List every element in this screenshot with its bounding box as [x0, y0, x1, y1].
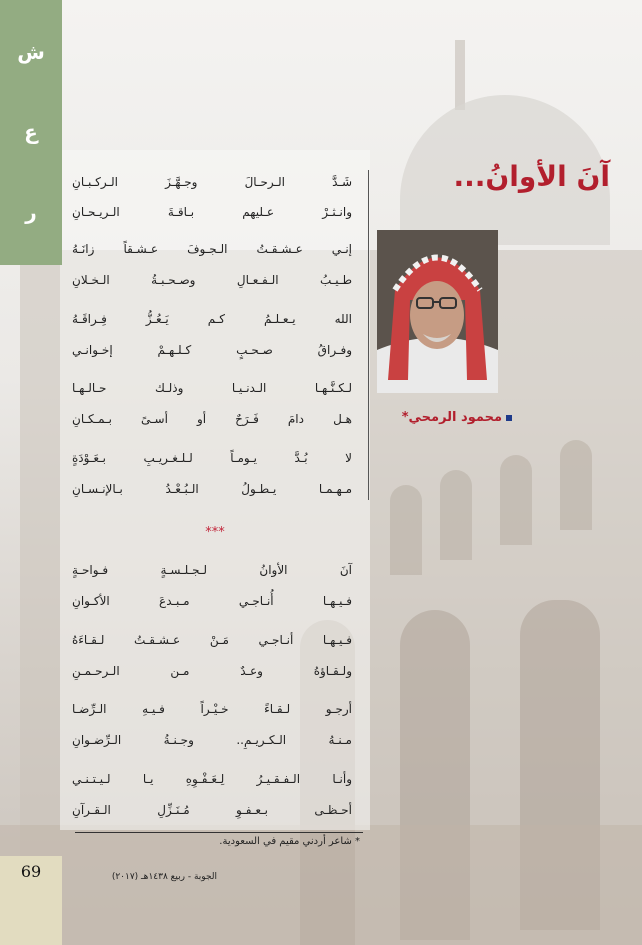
verse-line: لا بُـدَّ يـومـاً لـلـغـريـبِ بـعَـوْدَةٍ [72, 451, 352, 465]
author-name [402, 410, 512, 425]
verse-line: شَـدَّ الـرحـالَ وجـهَّـزَ الـركـبـانِ [72, 175, 352, 189]
author-portrait-illustration [377, 230, 498, 393]
verse-line: إنـي عـشـقـتُ الـجـوفَ عـشـقاً زانَـهُ [72, 242, 352, 256]
bullet-square [506, 415, 512, 421]
footnote: * شاعر أردني مقيم في السعودية. [219, 836, 360, 847]
author-name-text: محمود الرمحي* [401, 410, 502, 425]
verse-line: الله يـعـلـمُ كـم يَـعُـزُّ فِـراقَـهُ [72, 312, 352, 326]
verse-line: وأنـا الـفـقـيـرُ لِـعَـفْـوِهِ يـا لـيـتـنـي [72, 772, 352, 786]
minaret-spire [455, 40, 465, 110]
verse-line: مـنـهُ الـكـريـمِ.. وجـنـةُ الـرِّضـوانِ [72, 733, 352, 747]
journal-issue-line: الجوبة - ربيع ١٤٣٨هـ (٢٠١٧) [111, 872, 217, 882]
section-tab [0, 0, 62, 265]
author-photo [377, 230, 498, 393]
verse-line: هـل دامَ فَـرَحٌ أو أسـىً بـمـكـانِ [72, 412, 352, 426]
stanza-separator: *** [205, 525, 225, 540]
verse-line: أحـظـى بـعـفـوِ مُـنَـزِّلِ الـقـرآنِ [72, 803, 352, 817]
window [500, 455, 532, 545]
verse-line: فـيـهـا أُنـاجـي مـبـدعَ الأكـوانِ [72, 594, 352, 608]
window [390, 485, 422, 575]
verse-line: لـكـنَّـهـا الـدنـيـا وذلـك حـالـهـا [72, 381, 352, 395]
verse-line: ولـقـاؤهُ وعـدٌ مـن الـرحـمـنِ [72, 664, 352, 678]
section-tab-letter-3: ر [25, 200, 37, 224]
section-tab-letter-1: ش [17, 40, 45, 64]
window [440, 470, 472, 560]
verse-line: وفـراقُ صـحـبٍ كـلـهـمْ إخـوانـي [72, 343, 352, 357]
window [560, 440, 592, 530]
column-divider [368, 170, 369, 500]
verse-line: آنَ الأوانُ لـجـلـسـةٍ فـواحـةٍ [72, 563, 352, 577]
poem-title: آنَ الأوانُ... [453, 160, 610, 193]
verse-line: طـيـبُ الـفـعـالِ وصـحـبـةُ الـخـلانِ [72, 273, 352, 287]
page-number: 69 [20, 862, 42, 881]
footnote-rule [75, 832, 363, 833]
verse-line: وانـثـرْ عـليهم بـاقـةَ الـريـحـانِ [72, 205, 352, 219]
section-tab-letter-2: ع [24, 120, 38, 144]
verse-line: أرجـو لـقـاءً خـيْـراً فـيـهِ الـرِّضـا [72, 702, 352, 716]
verse-line: مـهـمـا يـطـولُ الـبُـعْـدُ بـالإنـسـانِ [72, 482, 352, 496]
verse-line: فـيـهـا أنـاجـي مَـنْ عـشـقـتُ لـقـاءَهُ [72, 633, 352, 647]
